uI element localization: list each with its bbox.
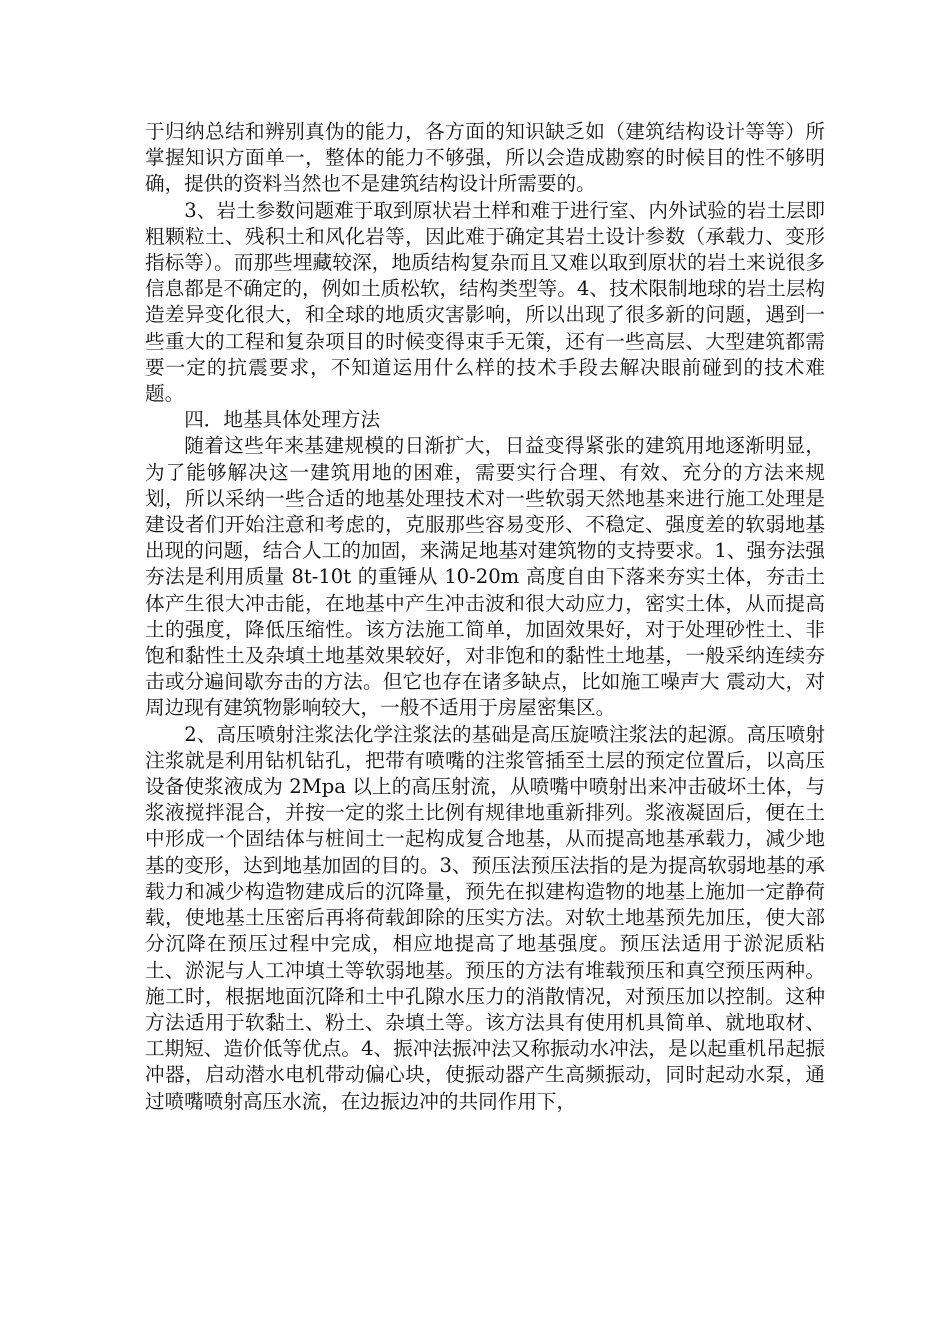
paragraph-geotechnical-parameters: 3、岩土参数问题难于取到原状岩土样和难于进行室、内外试验的岩土层即粗颗粒土、残积土和风化岩等，因此难于确定其岩土设计参数（承载力、变形指标等）。而那些埋藏较深，地质结构复杂而且又难以取到原状的岩土来说很多信息都是不确定的，例如土质松软，结构类型等。4、技术限制地球的岩土层构造差异变化很大，和全球的地质灾害影响，所以出现了很多新的问题，遇到一些重大的工程和复杂项目的时候变得束手无策，还有一些高层、大型建筑都需要一定的抗震要求，不知道运用什么样的技术手段去解决眼前碰到的技术难题。 (145, 198, 825, 406)
paragraph-jet-grouting-preloading-vibroflotation: 2、高压喷射注浆法化学注浆法的基础是高压旋喷注浆法的起源。高压喷射注浆就是利用钻机钻孔，把带有喷嘴的注浆管插至土层的预定位置后，以高压设备使浆液成为 2Mpa 以上的高压射流，从喷嘴中喷射出来冲击破坏土体，与浆液搅拌混合，并按一定的浆土比例有规律地重新排列。浆液凝固后，便在土中形成一个固结体与桩间土一起构成复合地基，从而提高地基承载力，减少地基的变形，达到地基加固的目的。3、预压法预压法指的是为提高软弱地基的承载力和减少构造物建成后的沉降量，预先在拟建构造物的地基上施加一定静荷载，使地基土压密后再将荷载卸除的压实方法。对软土地基预先加压，使大部分沉降在预压过程中完成，相应地提高了地基强度。预压法适用于淤泥质粘土、淤泥与人工冲填土等软弱地基。预压的方法有堆载预压和真空预压两种。施工时，根据地面沉降和土中孔隙水压力的消散情况，对预压加以控制。这种方法适用于软黏土、粉土、杂填土等。该方法具有使用机具简单、就地取材、工期短、造价低等优点。4、振冲法振冲法又称振动水冲法，是以起重机吊起振冲器，启动潜水电机带动偏心块，使振动器产生高频振动，同时起动水泵，通过喷嘴喷射高压水流，在边振边冲的共同作用下， (145, 722, 825, 1113)
section-heading-foundation-treatment: 四．地基具体处理方法 (184, 408, 381, 432)
document-body (145, 119, 825, 1115)
paragraph-continuation: 于归纳总结和辨别真伪的能力，各方面的知识缺乏如（建筑结构设计等等）所掌握知识方面单一，整体的能力不够强，所以会造成勘察的时候目的性不够明确，提供的资料当然也不是建筑结构设计所需要的。 (145, 120, 825, 196)
paragraph-dynamic-compaction: 随着这些年来基建规模的日渐扩大，日益变得紧张的建筑用地逐渐明显，为了能够解决这一建筑用地的困难，需要实行合理、有效、充分的方法来规划，所以采纳一些合适的地基处理技术对一些软弱天然地基来进行施工处理是建设者们开始注意和考虑的，克服那些容易变形、不稳定、强度差的软弱地基出现的问题，结合人工的加固，来满足地基对建筑物的支持要求。1、强夯法强夯法是利用质量 8t-10t 的重锤从 10-20m 高度自由下落来夯实土体，夯击土体产生很大冲击能，在地基中产生冲击波和很大动应力，密实土体，从而提高土的强度，降低压缩性。该方法施工简单，加固效果好，对于处理砂性土、非饱和黏性土及杂填土地基效果较好，对非饱和的黏性土地基，一般采纳连续夯击或分遍间歇夯击的方法。但它也存在诸多缺点，比如施工噪声大 震动大，对周边现有建筑物影响较大，一般不适用于房屋密集区。 (145, 434, 825, 720)
